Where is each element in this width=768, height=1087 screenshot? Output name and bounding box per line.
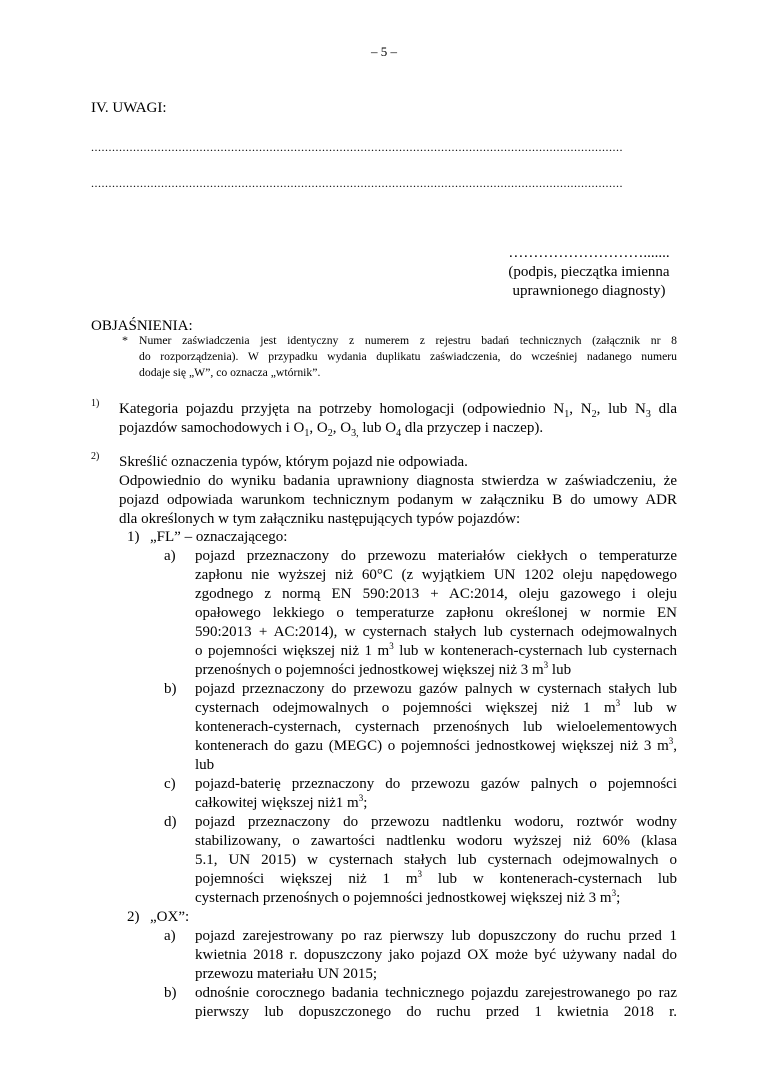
paragraph-line: pojazd odpowiada warunkom technicznym podanym w załączniku B do umowy ADR (119, 492, 677, 508)
list-letter: c) (164, 776, 176, 792)
paragraph-line: Odpowiednio do wyniku badania uprawniony diagnosta stwierdza w zaświadczeniu, że (119, 473, 677, 489)
footnote-text: Kategoria pojazdu przyjęta na potrzeby homologacji (odpowiednio $N_1$, $N_2$, lub $N_3$ dla (119, 401, 677, 420)
footnote-marker: 2) (91, 451, 100, 462)
footnote-text: Skreślić oznaczenia typów, którym pojazd nie odpowiada. (119, 454, 468, 470)
list-item-line: przewozu materiału UN 2015; (195, 966, 378, 982)
list-item-line: pojazd przeznaczony do przewozu materiałów ciekłych o temperaturze (195, 548, 677, 564)
list-item-line: kontenerach-cysternach, cysternach przenośnych lub wieloelementowych (195, 719, 677, 735)
list-letter: b) (164, 681, 177, 697)
list-item-line: pojazd zarejestrowany po raz pierwszy lub dopuszczony do ruchu przed 1 (195, 928, 677, 944)
signature-caption: uprawnionego diagnosty) (512, 283, 666, 299)
list-heading-ox: „OX”: (150, 909, 190, 925)
list-item-line: 5.1, UN 2015) w cysternach stałych lub cysternach odejmowalnych o (195, 852, 677, 868)
list-item-line: przenośnych o pojemności jednostkowej większej niż 3 $m^3$ lub (195, 660, 572, 678)
paragraph-line: dla określonych w tym załączniku następujących typów pojazdów: (119, 511, 521, 527)
list-item-line: lub (195, 757, 215, 773)
list-letter: d) (164, 814, 177, 830)
list-item-line: całkowitej większej niż1 $m^3$; (195, 793, 368, 811)
list-item-line: cysternach przenośnych o pojemności jednostkowej większej niż 3 $m^3$; (195, 888, 621, 906)
list-item-line: opałowego lekkiego o temperaturze zapłonu określonej w normie EN (195, 605, 677, 621)
list-heading-fl: „FL” – oznaczającego: (150, 529, 288, 545)
section-title-uwagi: IV. UWAGI: (91, 100, 167, 116)
list-item-line: kwietnia 2018 r. dopuszczony jako pojazd OX może być używany nadal do (195, 947, 677, 963)
list-letter: b) (164, 985, 177, 1001)
list-item-line: pojazd przeznaczony do przewozu nadtlenku wodoru, roztwór wodny (195, 814, 677, 830)
signature-dots: ………………………....... (508, 245, 670, 261)
list-item-line: 590:2013 + AC:2014), w cysternach stałych lub cysternach odejmowalnych (195, 624, 677, 640)
note-line: do rozporządzenia). W przypadku wydania duplikatu zaświadczenia, do wcześniej nadanego numeru (139, 350, 677, 363)
list-item-line: pierwszy lub dopuszczonego do ruchu przed 1 kwietnia 2018 r. (195, 1004, 677, 1020)
list-item-line: stabilizowany, o zawartości nadtlenku wodoru wyższej niż 60% (klasa (195, 833, 677, 849)
signature-caption: (podpis, pieczątka imienna (508, 264, 670, 280)
asterisk-marker: * (122, 333, 128, 347)
list-item-line: pojazd-baterię przeznaczony do przewozu gazów palnych o pojemności (195, 776, 677, 792)
list-item-line: pojazd przeznaczony do przewozu gazów palnych w cysternach stałych lub (195, 681, 677, 697)
list-item-line: pojemności większej niż 1 $m^3$ lub w kontenerach-cysternach lub (195, 869, 677, 887)
note-line: dodaje się „W”, co oznacza „wtórnik”. (139, 366, 321, 379)
list-number: 2) (127, 909, 140, 925)
footnote-marker: 1) (91, 398, 100, 409)
list-number: 1) (127, 529, 140, 545)
note-line: Numer zaświadczenia jest identyczny z numerem z rejestru badań technicznych (załącznik nr 8 (139, 334, 677, 347)
list-item-line: kontenerach do gazu (MEGC) o pojemności jednostkowej większej niż 3 $m^3$, (195, 736, 677, 754)
list-letter: a) (164, 928, 176, 944)
list-item-line: zgodnego z normą EN 590:2013 + AC:2014, oleju gazowego i oleju (195, 586, 677, 602)
footnote-text: pojazdów samochodowych i $O_1$, $O_2$, $O_{3,}$ lub $O_4$ dla przyczep i naczep). (119, 420, 544, 439)
list-item-line: o pojemności większej niż 1 $m^3$ lub w kontenerach-cysternach lub cysternach (195, 641, 677, 659)
list-item-line: cysternach odejmowalnych o pojemności większej niż 1 $m^3$ lub w (195, 698, 677, 716)
dotted-line: ........................................................................................................................................................ (91, 176, 623, 190)
page-number: – 5 – (371, 44, 397, 59)
explanations-title: OBJAŚNIENIA: (91, 318, 193, 334)
list-item-line: zapłonu nie wyższej niż 60°C (z wyjątkiem UN 1202 oleju napędowego (195, 567, 677, 583)
list-item-line: odnośnie corocznego badania technicznego pojazdu zarejestrowanego po raz (195, 985, 677, 1001)
dotted-line: ........................................................................................................................................................ (91, 140, 623, 154)
list-letter: a) (164, 548, 176, 564)
